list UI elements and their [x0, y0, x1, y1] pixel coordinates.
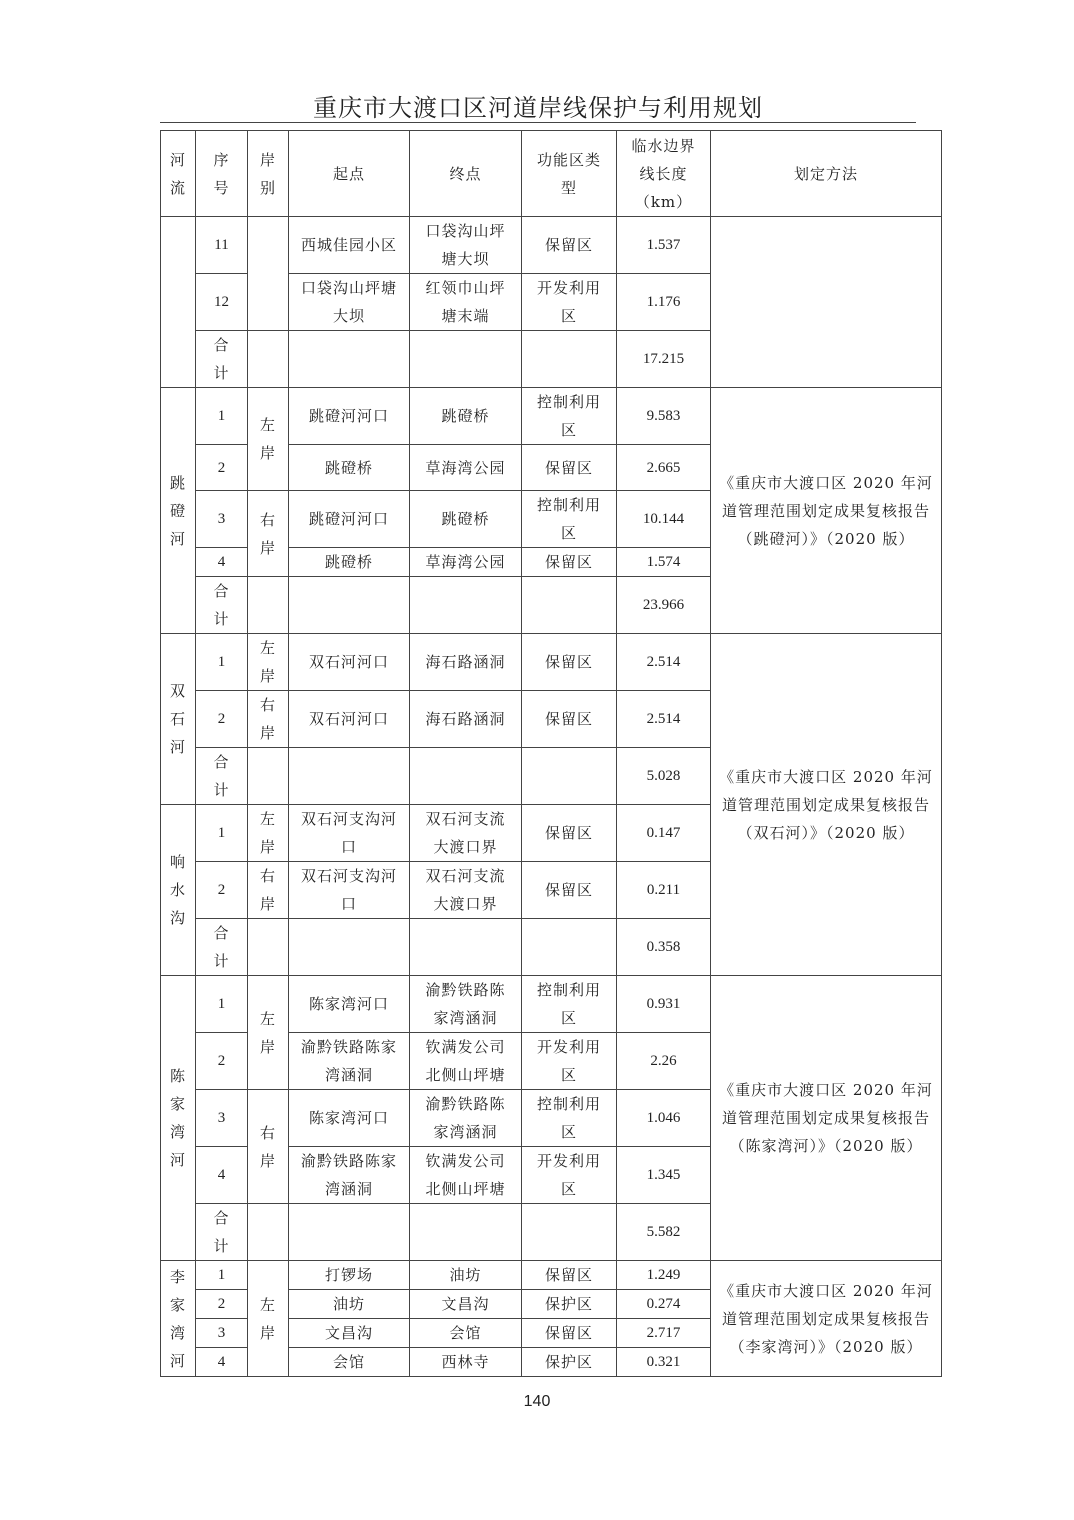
- header-method: 划定方法: [711, 131, 942, 217]
- length-cell: 1.046: [617, 1090, 711, 1147]
- page-number: 140: [523, 1393, 551, 1410]
- length-cell: 2.514: [617, 634, 711, 691]
- method-cell: 《重庆市大渡口区 2020 年河道管理范围划定成果复核报告（陈家湾河）》（2020 版）: [711, 976, 942, 1261]
- empty-cell: [289, 1204, 410, 1261]
- seq-cell: 1: [196, 634, 248, 691]
- method-cell: 《重庆市大渡口区 2020 年河道管理范围划定成果复核报告（双石河）》（2020 版）: [711, 634, 942, 976]
- zone-cell: 保留区: [522, 445, 617, 491]
- bank-cell: 左 岸: [248, 388, 289, 491]
- empty-cell: [522, 577, 617, 634]
- bank-cell: 左 岸: [248, 805, 289, 862]
- total-label-cell: 合 计: [196, 331, 248, 388]
- zone-cell: 控制利用 区: [522, 491, 617, 548]
- river-cell-continued: [161, 217, 196, 388]
- end-cell: 海石路涵洞: [410, 691, 522, 748]
- seq-cell: 2: [196, 1033, 248, 1090]
- zone-cell: 保留区: [522, 548, 617, 577]
- table-row: [161, 634, 942, 691]
- length-cell: 1.345: [617, 1147, 711, 1204]
- zone-cell: 保留区: [522, 805, 617, 862]
- end-cell: 跳磴桥: [410, 388, 522, 445]
- zone-cell: 保留区: [522, 862, 617, 919]
- page-header: [160, 86, 916, 123]
- length-cell: 10.144: [617, 491, 711, 548]
- start-cell: 口袋沟山坪塘 大坝: [289, 274, 410, 331]
- header-river: 河 流: [161, 131, 196, 217]
- total-length-cell: 23.966: [617, 577, 711, 634]
- total-length-cell: 5.582: [617, 1204, 711, 1261]
- zone-cell: 控制利用 区: [522, 388, 617, 445]
- seq-cell: 1: [196, 805, 248, 862]
- start-cell: 打锣场: [289, 1261, 410, 1290]
- start-cell: 渝黔铁路陈家 湾涵洞: [289, 1033, 410, 1090]
- zone-cell: 保留区: [522, 1319, 617, 1348]
- river-cell-xiangshui: 响 水 沟: [161, 805, 196, 976]
- header-bank: 岸 别: [248, 131, 289, 217]
- bank-cell: 左 岸: [248, 976, 289, 1090]
- start-cell: 跳磴桥: [289, 445, 410, 491]
- seq-cell: 2: [196, 691, 248, 748]
- end-cell: 渝黔铁路陈 家湾涵洞: [410, 976, 522, 1033]
- end-cell: 海石路涵洞: [410, 634, 522, 691]
- length-cell: 0.274: [617, 1290, 711, 1319]
- river-cell-chenjiawan: 陈 家 湾 河: [161, 976, 196, 1261]
- total-label-cell: 合 计: [196, 919, 248, 976]
- shoreline-table: [160, 130, 942, 1377]
- seq-cell: 3: [196, 491, 248, 548]
- total-length-cell: 5.028: [617, 748, 711, 805]
- seq-cell: 11: [196, 217, 248, 274]
- empty-cell: [289, 919, 410, 976]
- length-cell: 2.717: [617, 1319, 711, 1348]
- empty-cell: [248, 577, 289, 634]
- header-end: 终点: [410, 131, 522, 217]
- page-header-title: 重庆市大渡口区河道岸线保护与利用规划: [313, 94, 763, 122]
- zone-cell: 保护区: [522, 1290, 617, 1319]
- seq-cell: 2: [196, 1290, 248, 1319]
- end-cell: 会馆: [410, 1319, 522, 1348]
- end-cell: 文昌沟: [410, 1290, 522, 1319]
- length-cell: 0.147: [617, 805, 711, 862]
- table-row: [161, 217, 942, 274]
- length-cell: 0.321: [617, 1348, 711, 1377]
- seq-cell: 3: [196, 1319, 248, 1348]
- bank-cell: 右 岸: [248, 691, 289, 748]
- length-cell: 9.583: [617, 388, 711, 445]
- length-cell: 2.665: [617, 445, 711, 491]
- start-cell: 双石河支沟河 口: [289, 805, 410, 862]
- start-cell: 陈家湾河口: [289, 976, 410, 1033]
- seq-cell: 4: [196, 1147, 248, 1204]
- empty-cell: [522, 919, 617, 976]
- zone-cell: 开发利用 区: [522, 274, 617, 331]
- start-cell: 跳磴河河口: [289, 388, 410, 445]
- length-cell: 1.249: [617, 1261, 711, 1290]
- end-cell: 草海湾公园: [410, 548, 522, 577]
- length-cell: 1.537: [617, 217, 711, 274]
- start-cell: 双石河支沟河 口: [289, 862, 410, 919]
- end-cell: 口袋沟山坪 塘大坝: [410, 217, 522, 274]
- seq-cell: 4: [196, 548, 248, 577]
- zone-cell: 保留区: [522, 1261, 617, 1290]
- bank-cell: 左 岸: [248, 634, 289, 691]
- end-cell: 红领巾山坪 塘末端: [410, 274, 522, 331]
- seq-cell: 1: [196, 976, 248, 1033]
- empty-cell: [522, 748, 617, 805]
- end-cell: 渝黔铁路陈 家湾涵洞: [410, 1090, 522, 1147]
- start-cell: 油坊: [289, 1290, 410, 1319]
- empty-cell: [248, 1204, 289, 1261]
- empty-cell: [410, 331, 522, 388]
- empty-cell: [289, 748, 410, 805]
- start-cell: 西城佳园小区: [289, 217, 410, 274]
- start-cell: 文昌沟: [289, 1319, 410, 1348]
- river-cell-shuangshi: 双 石 河: [161, 634, 196, 805]
- seq-cell: 3: [196, 1090, 248, 1147]
- empty-cell: [248, 331, 289, 388]
- empty-cell: [289, 331, 410, 388]
- empty-cell: [410, 748, 522, 805]
- table-row: [161, 388, 942, 445]
- total-label-cell: 合 计: [196, 1204, 248, 1261]
- header-start: 起点: [289, 131, 410, 217]
- bank-cell: 右 岸: [248, 491, 289, 577]
- zone-cell: 保留区: [522, 634, 617, 691]
- length-cell: 1.176: [617, 274, 711, 331]
- empty-cell: [522, 1204, 617, 1261]
- zone-cell: 开发利用 区: [522, 1147, 617, 1204]
- end-cell: 油坊: [410, 1261, 522, 1290]
- header-seq: 序 号: [196, 131, 248, 217]
- seq-cell: 2: [196, 445, 248, 491]
- zone-cell: 控制利用 区: [522, 976, 617, 1033]
- bank-cell: [248, 217, 289, 331]
- empty-cell: [410, 577, 522, 634]
- zone-cell: 保留区: [522, 217, 617, 274]
- method-cell: 《重庆市大渡口区 2020 年河道管理范围划定成果复核报告（跳磴河）》（2020 版）: [711, 388, 942, 634]
- empty-cell: [248, 919, 289, 976]
- total-length-cell: 0.358: [617, 919, 711, 976]
- end-cell: 双石河支流 大渡口界: [410, 805, 522, 862]
- start-cell: 渝黔铁路陈家 湾涵洞: [289, 1147, 410, 1204]
- bank-cell: 左 岸: [248, 1261, 289, 1377]
- empty-cell: [522, 331, 617, 388]
- length-cell: 2.514: [617, 691, 711, 748]
- total-length-cell: 17.215: [617, 331, 711, 388]
- length-cell: 2.26: [617, 1033, 711, 1090]
- header-zone: 功能区类 型: [522, 131, 617, 217]
- header-length: 临水边界 线长度 （km）: [617, 131, 711, 217]
- start-cell: 双石河河口: [289, 634, 410, 691]
- length-cell: 1.574: [617, 548, 711, 577]
- end-cell: 双石河支流 大渡口界: [410, 862, 522, 919]
- total-label-cell: 合 计: [196, 577, 248, 634]
- length-cell: 0.211: [617, 862, 711, 919]
- river-cell-tiaodeng: 跳 磴 河: [161, 388, 196, 634]
- table-row: [161, 1261, 942, 1290]
- table-row: [161, 976, 942, 1033]
- start-cell: 双石河河口: [289, 691, 410, 748]
- zone-cell: 保护区: [522, 1348, 617, 1377]
- empty-cell: [289, 577, 410, 634]
- end-cell: 钦满发公司 北侧山坪塘: [410, 1033, 522, 1090]
- seq-cell: 1: [196, 1261, 248, 1290]
- empty-cell: [410, 1204, 522, 1261]
- zone-cell: 开发利用 区: [522, 1033, 617, 1090]
- end-cell: 草海湾公园: [410, 445, 522, 491]
- total-label-cell: 合 计: [196, 748, 248, 805]
- end-cell: 跳磴桥: [410, 491, 522, 548]
- seq-cell: 4: [196, 1348, 248, 1377]
- empty-cell: [410, 919, 522, 976]
- bank-cell: 右 岸: [248, 1090, 289, 1204]
- seq-cell: 2: [196, 862, 248, 919]
- length-cell: 0.931: [617, 976, 711, 1033]
- end-cell: 西林寺: [410, 1348, 522, 1377]
- method-cell: 《重庆市大渡口区 2020 年河道管理范围划定成果复核报告（李家湾河）》（2020 版）: [711, 1261, 942, 1377]
- start-cell: 陈家湾河口: [289, 1090, 410, 1147]
- bank-cell: 右 岸: [248, 862, 289, 919]
- start-cell: 跳磴河河口: [289, 491, 410, 548]
- seq-cell: 1: [196, 388, 248, 445]
- start-cell: 跳磴桥: [289, 548, 410, 577]
- table-header-row: [161, 131, 942, 217]
- seq-cell: 12: [196, 274, 248, 331]
- zone-cell: 保留区: [522, 691, 617, 748]
- river-cell-lijiawan: 李 家 湾 河: [161, 1261, 196, 1377]
- end-cell: 钦满发公司 北侧山坪塘: [410, 1147, 522, 1204]
- empty-cell: [248, 748, 289, 805]
- method-cell: [711, 217, 942, 388]
- start-cell: 会馆: [289, 1348, 410, 1377]
- zone-cell: 控制利用 区: [522, 1090, 617, 1147]
